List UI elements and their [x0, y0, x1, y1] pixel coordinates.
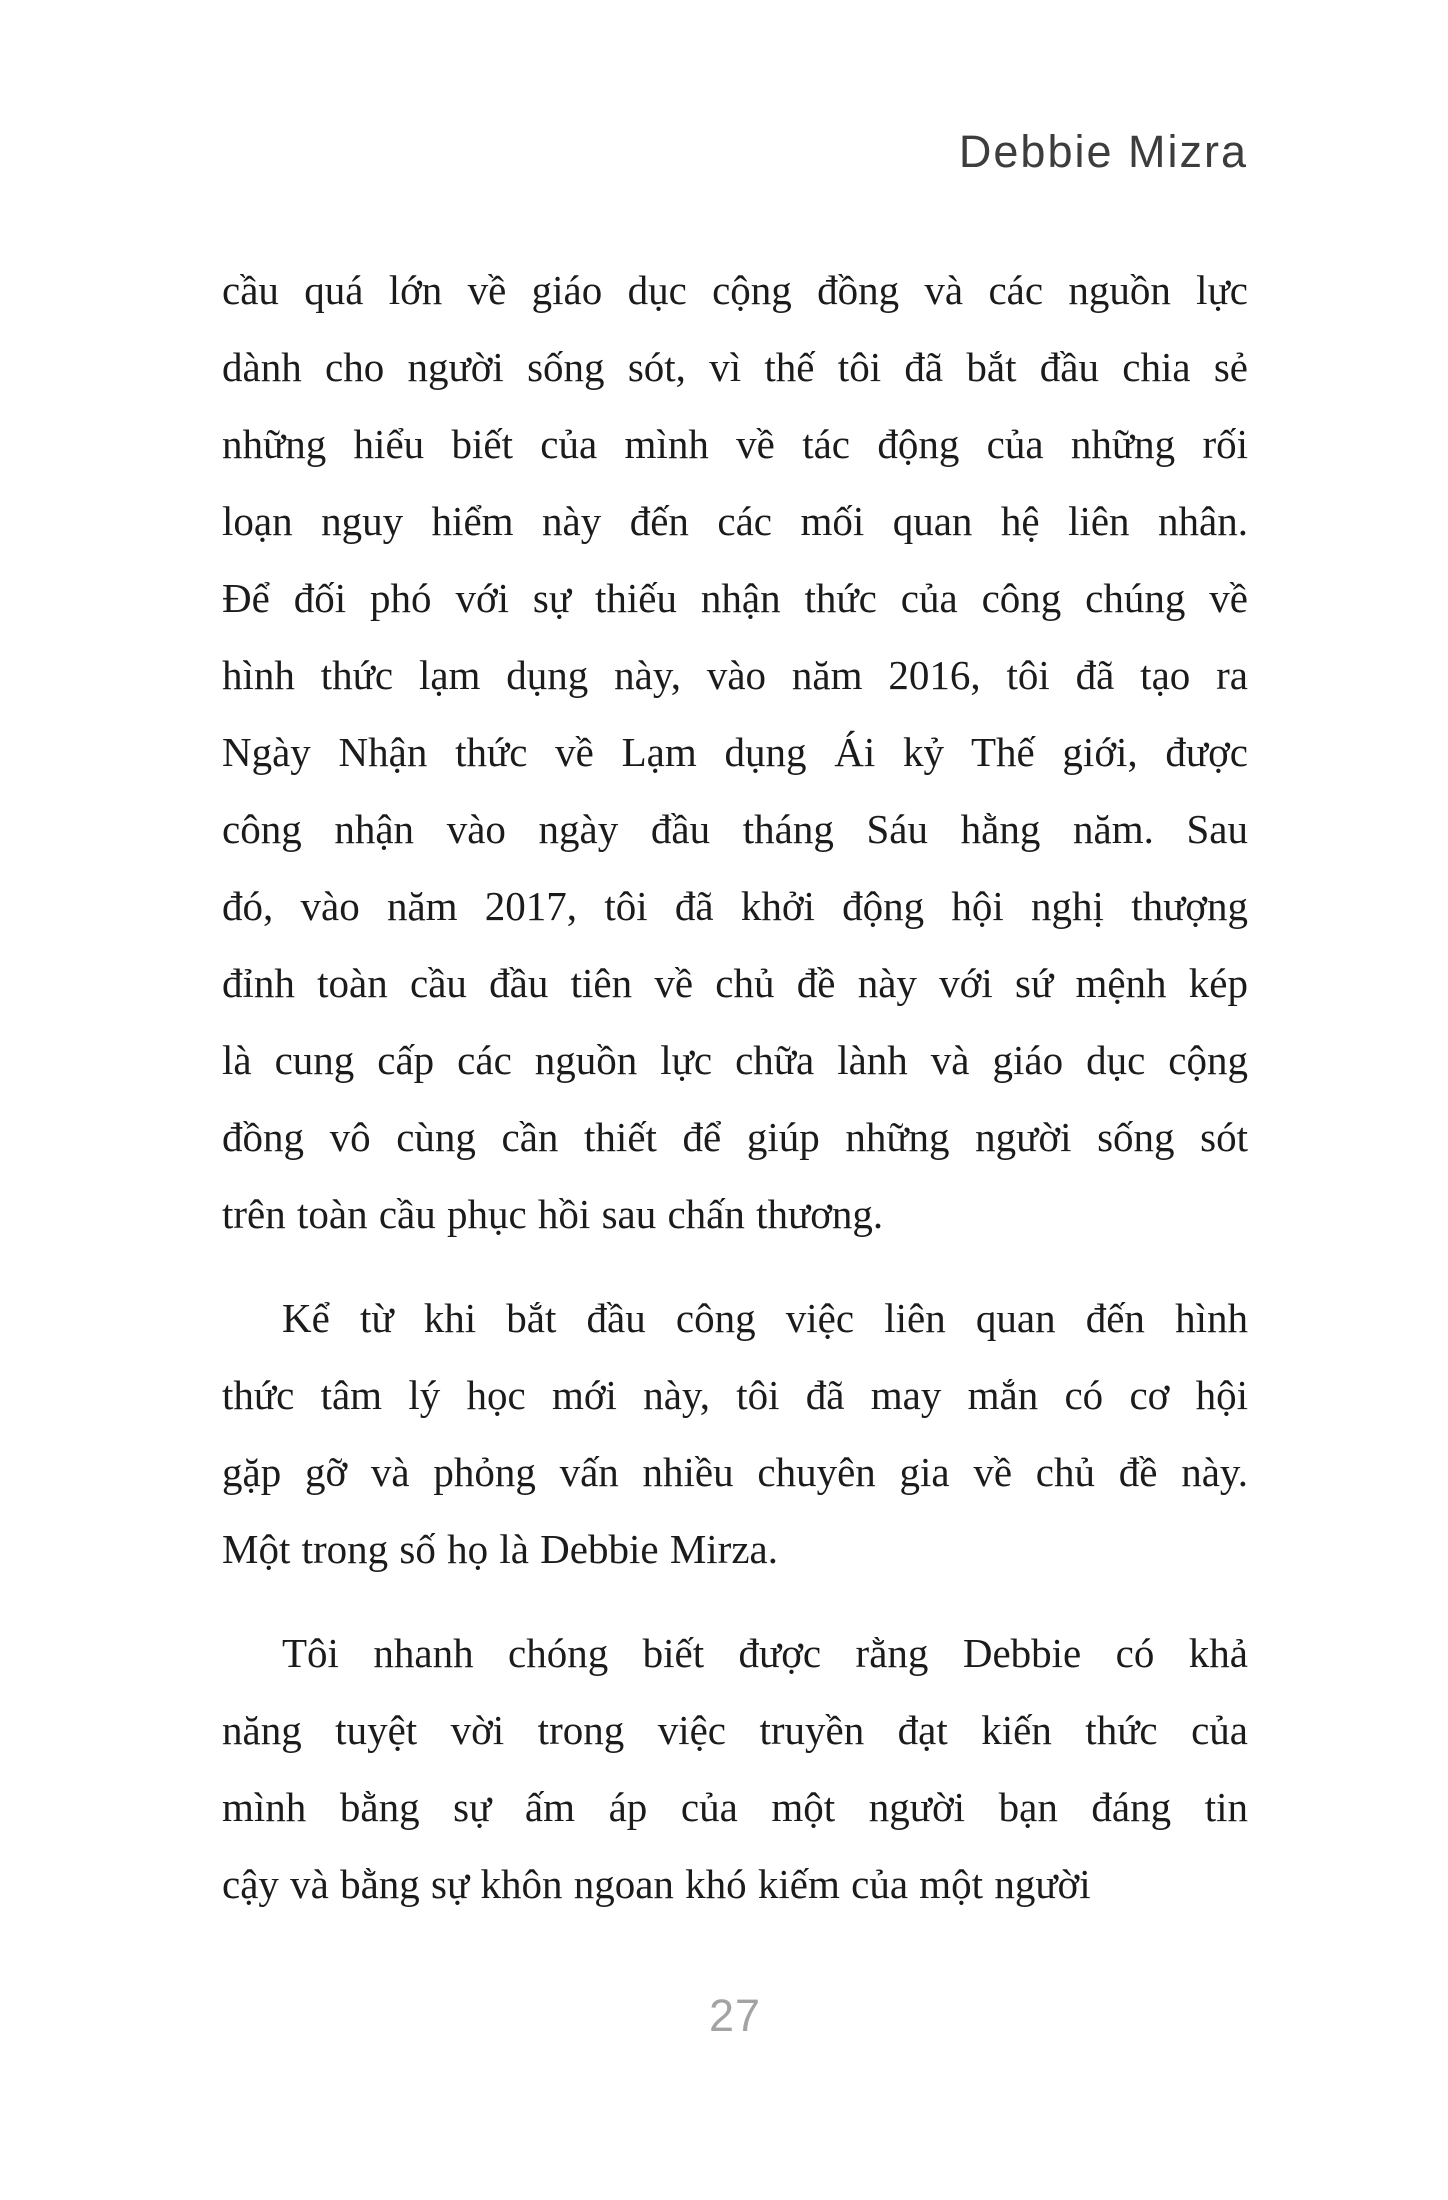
text-line: loạn nguy hiểm này đến các mối quan hệ liên nhân. [222, 498, 1248, 544]
paragraph [222, 252, 1248, 1253]
text-line: Kể từ khi bắt đầu công việc liên quan đến hình [282, 1295, 1248, 1341]
paragraph [222, 1280, 1248, 1588]
text-line: Ngày Nhận thức về Lạm dụng Ái kỷ Thế giới, được [222, 729, 1248, 775]
text-line: Một trong số họ là Debbie Mirza. [222, 1526, 778, 1572]
text-line: mình bằng sự ấm áp của một người bạn đáng tin [222, 1784, 1248, 1830]
text-line: trên toàn cầu phục hồi sau chấn thương. [222, 1191, 884, 1237]
text-line: hình thức lạm dụng này, vào năm 2016, tôi đã tạo ra [222, 652, 1248, 698]
paragraph [222, 1615, 1248, 1923]
text-line: công nhận vào ngày đầu tháng Sáu hằng năm. Sau [222, 806, 1248, 852]
text-line: đó, vào năm 2017, tôi đã khởi động hội nghị thượng [222, 883, 1248, 929]
text-line: thức tâm lý học mới này, tôi đã may mắn có cơ hội [222, 1372, 1248, 1418]
page-body-text [222, 252, 1248, 1950]
text-line: dành cho người sống sót, vì thế tôi đã bắt đầu chia sẻ [222, 344, 1248, 390]
text-line: cầu quá lớn về giáo dục cộng đồng và các nguồn lực [222, 267, 1248, 313]
text-line: những hiểu biết của mình về tác động của những rối [222, 421, 1248, 467]
text-line: đồng vô cùng cần thiết để giúp những người sống sót [222, 1114, 1248, 1160]
text-line: gặp gỡ và phỏng vấn nhiều chuyên gia về chủ đề này. [222, 1449, 1248, 1495]
text-line: năng tuyệt vời trong việc truyền đạt kiến thức của [222, 1707, 1248, 1753]
text-line: đỉnh toàn cầu đầu tiên về chủ đề này với sứ mệnh kép [222, 960, 1248, 1006]
text-line: là cung cấp các nguồn lực chữa lành và giáo dục cộng [222, 1037, 1248, 1083]
text-line: Tôi nhanh chóng biết được rằng Debbie có khả [282, 1630, 1248, 1676]
page-number: 27 [708, 1990, 762, 2041]
running-header: Debbie Mizra [958, 126, 1248, 177]
text-line: Để đối phó với sự thiếu nhận thức của công chúng về [222, 575, 1248, 621]
text-line: cậy và bằng sự khôn ngoan khó kiếm của một người [222, 1861, 1091, 1907]
